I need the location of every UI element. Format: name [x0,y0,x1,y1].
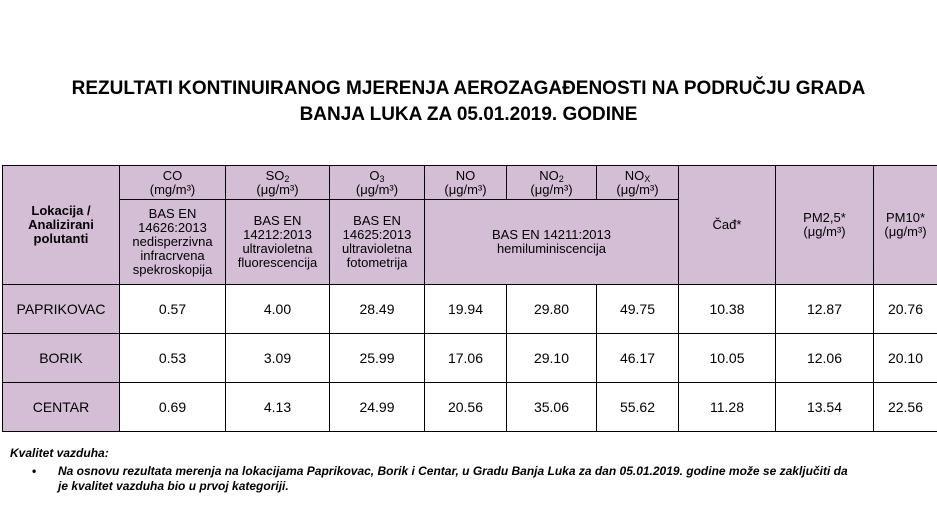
header-o3 [330,166,425,200]
method-o3 [330,200,425,285]
header-pm10 [874,166,937,285]
results-table-container [2,165,937,432]
value-cell: 11.28 [679,383,776,432]
location-header-line: polutanti [33,231,89,246]
location-cell: PAPRIKOVAC [3,285,120,334]
value-cell: 29.10 [507,334,597,383]
value-cell: 10.05 [679,334,776,383]
method-line: hemiluminiscencija [496,241,607,256]
method-line: BAS EN [253,213,302,228]
title-line-1: REZULTATI KONTINUIRANOG MJERENJA AEROZAGAĐENOSTI NA PODRUČJU GRADA [71,78,866,99]
location-header [3,166,120,285]
method-so2 [226,200,330,285]
value-cell: 12.06 [776,334,874,383]
pollutant-name: SO [265,167,285,183]
value-cell: 46.17 [597,334,679,383]
method-line: BAS EN [353,213,401,228]
value-cell: 22.56 [874,383,937,432]
location-cell: CENTAR [3,383,120,432]
pollutant-name: NO [539,167,559,183]
value-cell: 55.62 [597,383,679,432]
value-cell: 20.56 [425,383,507,432]
value-cell: 49.75 [597,285,679,334]
pollutant-name: CO [162,167,183,183]
table-row [3,334,937,383]
method-line: BAS EN 14211:2013 [491,227,611,242]
value-cell: 29.80 [507,285,597,334]
method-line: 14212:2013 [243,227,312,242]
extra-column-name: PM2,5* [803,210,846,225]
value-cell: 20.76 [874,285,937,334]
location-header-line: Analizirani [28,217,94,232]
extra-column-unit: (μg/m³) [803,224,846,239]
method-line: 14625:2013 [342,227,412,242]
value-cell: 0.53 [120,334,226,383]
table-row [3,383,937,432]
pollutant-unit: (μg/m³) [444,181,487,197]
method-line: 14626:2013 [138,220,207,235]
report-title [0,76,937,128]
pollutant-unit: (mg/m³) [149,181,196,197]
value-cell: 0.69 [120,383,226,432]
header-row-pollutants [3,166,937,200]
method-line: fotometrija [346,255,408,270]
title-line-2: BANJA LUKA ZA 05.01.2019. GODINE [299,104,638,125]
header-no [425,166,507,200]
header-so2 [226,166,330,200]
location-cell: BORIK [3,334,120,383]
extra-column-unit: (μg/m³) [884,224,927,239]
value-cell: 19.94 [425,285,507,334]
value-cell: 13.54 [776,383,874,432]
bullet-text-line: je kvalitet vazduha bio u prvoj kategoriji. [58,479,289,493]
pollutant-unit: (μg/m³) [256,181,299,197]
value-cell: 25.99 [330,334,425,383]
value-cell: 12.87 [776,285,874,334]
extra-column-name: PM10* [885,210,926,225]
value-cell: 10.38 [679,285,776,334]
value-cell: 3.09 [226,334,330,383]
method-line: fluorescencija [237,255,318,270]
value-cell: 0.57 [120,285,226,334]
value-cell: 20.10 [874,334,937,383]
pollutant-name: NO [455,167,476,183]
pollutant-subscript: X [644,173,651,184]
value-cell: 24.99 [330,383,425,432]
results-table [2,165,937,432]
method-line: ultravioletna [242,241,313,256]
method-line: spekroskopija [132,262,213,277]
table-row [3,285,937,334]
pollutant-name: O [369,167,380,183]
extra-column-name: Čađ* [712,217,742,232]
value-cell: 4.00 [226,285,330,334]
pollutant-subscript: 2 [558,173,564,184]
air-quality-bullet [10,464,937,494]
header-pm25 [776,166,874,285]
pollutant-subscript: 3 [379,173,385,184]
air-quality-heading: Kvalitet vazduha: [10,446,109,460]
header-cad [679,166,776,285]
value-cell: 35.06 [507,383,597,432]
bullet-text-line: Na osnovu rezultata merenja na lokacijama Paprikovac, Borik i Centar, u Gradu Banja Luka za dan 05.01.2019. godine može se zaključiti da [58,464,848,478]
method-line: BAS EN [148,206,197,221]
header-co [120,166,226,200]
method-nox [425,200,679,285]
pollutant-subscript: 2 [284,173,290,184]
method-line: nedisperzivna [132,234,213,249]
method-line: infracrvena [140,248,205,263]
value-cell: 28.49 [330,285,425,334]
bullet-icon: • [32,464,37,478]
header-nox [597,166,679,200]
air-quality-note [10,446,937,494]
location-header-line: Lokacija / [31,203,91,218]
pollutant-unit: (μg/m³) [530,181,573,197]
method-line: ultravioletna [341,241,413,256]
pollutant-unit: (μg/m³) [355,181,399,197]
pollutant-unit: (μg/m³) [616,181,659,197]
value-cell: 17.06 [425,334,507,383]
header-no2 [507,166,597,200]
pollutant-name: NO [624,167,645,183]
method-co [120,200,226,285]
value-cell: 4.13 [226,383,330,432]
